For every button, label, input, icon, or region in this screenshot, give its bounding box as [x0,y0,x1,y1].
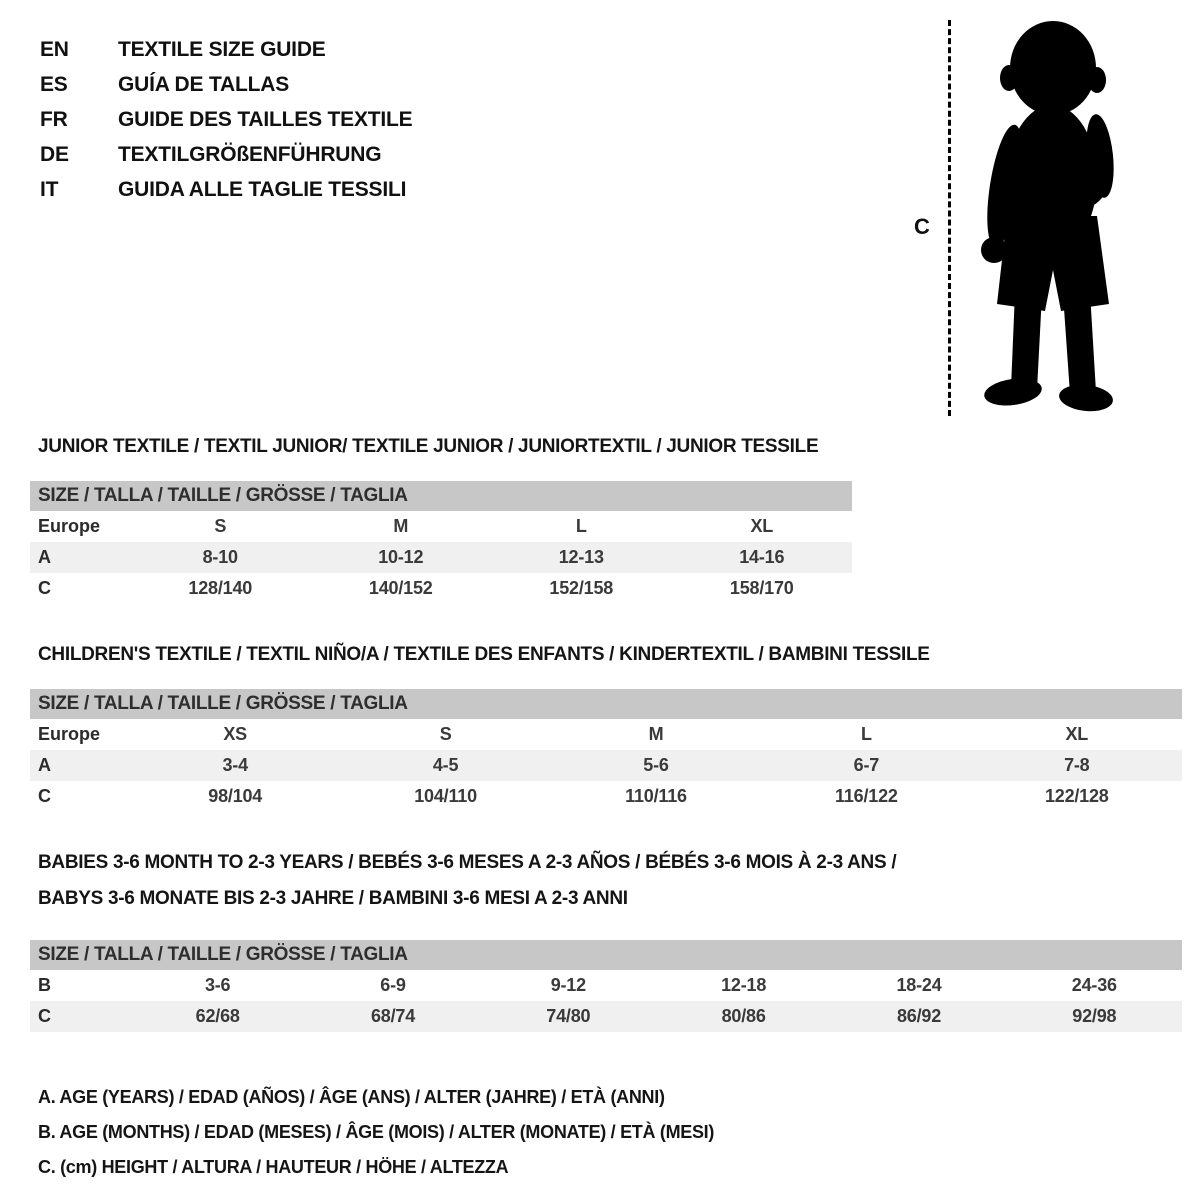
months-cell: 12-18 [721,975,767,995]
row-label: A [38,755,51,775]
size-cell: M [393,516,409,536]
language-row-fr [40,102,412,137]
size-cell: S [214,516,227,536]
language-code: EN [40,38,69,61]
guide-title-de: TEXTILGRÖßENFÜHRUNG [118,143,382,166]
height-cell: 98/104 [208,786,263,806]
babies-size-table-header: SIZE / TALLA / TAILLE / GRÖSSE / TAGLIA [30,940,1182,970]
height-measure-dashed-line [948,20,951,416]
babies-row-months [30,970,1182,1001]
children-row-age [30,750,1182,781]
height-cell: 80/86 [721,1006,766,1026]
size-cell: M [648,724,664,744]
babies-size-table [30,940,1182,1032]
height-cell: 152/158 [549,578,614,598]
height-cell: 158/170 [729,578,794,598]
language-row-en [40,32,412,67]
size-cell: L [860,724,872,744]
babies-row-height [30,1001,1182,1032]
months-cell: 6-9 [380,975,406,995]
age-cell: 5-6 [643,755,669,775]
height-cell: 62/68 [195,1006,240,1026]
top-header-block [0,0,1200,420]
height-cell: 110/116 [625,786,687,806]
babies-section-title [30,845,1200,917]
guide-title-fr: GUIDE DES TAILLES TEXTILE [118,108,413,131]
height-cell: 140/152 [368,578,433,598]
months-cell: 3-6 [204,975,231,995]
guide-title-en: TEXTILE SIZE GUIDE [118,38,326,61]
language-row-de [40,137,412,172]
language-row-es [40,67,412,102]
legend-age-months: B. AGE (MONTHS) / EDAD (MESES) / ÂGE (MOIS) / ALTER (MONATE) / ETÀ (MESI) [38,1122,715,1142]
height-cell: 122/128 [1044,786,1109,806]
junior-row-age [30,542,852,573]
junior-row-height [30,573,852,604]
junior-section-title: JUNIOR TEXTILE / TEXTIL JUNIOR/ TEXTILE JUNIOR / JUNIORTEXTIL / JUNIOR TESSILE [38,436,819,457]
language-code: IT [40,178,59,201]
language-code: ES [40,73,68,96]
age-cell: 7-8 [1064,755,1090,775]
legend-height-cm: C. (cm) HEIGHT / ALTURA / HAUTEUR / HÖHE / ALTEZZA [38,1157,509,1177]
height-cell: 86/92 [896,1006,942,1026]
babies-title-line2: BABYS 3-6 MONATE BIS 2-3 JAHRE / BAMBINI 3-6 MESI A 2-3 ANNI [38,888,628,909]
row-label: B [38,975,51,995]
children-size-table [30,689,1182,812]
age-cell: 8-10 [202,547,238,567]
junior-size-table-header: SIZE / TALLA / TAILLE / GRÖSSE / TAGLIA [30,481,852,511]
age-cell: 14-16 [739,547,785,567]
tables-content [0,436,1200,1185]
height-cell: 104/110 [414,786,477,806]
height-cell: 74/80 [546,1006,591,1026]
children-row-height [30,781,1182,812]
size-cell: XS [223,724,247,744]
height-cell: 68/74 [370,1006,416,1026]
row-label: A [38,547,51,567]
row-label: C [38,1006,51,1026]
age-cell: 3-4 [222,755,248,775]
size-cell: XL [750,516,774,536]
age-cell: 12-13 [558,547,604,567]
language-row-it [40,172,412,207]
junior-row-europe [30,511,852,542]
guide-title-es: GUÍA DE TALLAS [118,73,290,96]
children-section-title: CHILDREN'S TEXTILE / TEXTIL NIÑO/A / TEXTILE DES ENFANTS / KINDERTEXTIL / BAMBINI TESSILE [38,644,930,665]
height-cell: 128/140 [188,578,253,598]
row-label: C [38,578,51,598]
language-title-list [40,32,412,207]
legend-age-years: A. AGE (YEARS) / EDAD (AÑOS) / ÂGE (ANS) / ALTER (JAHRE) / ETÀ (ANNI) [38,1087,665,1107]
children-size-table-header: SIZE / TALLA / TAILLE / GRÖSSE / TAGLIA [30,689,1182,719]
height-cell: 92/98 [1072,1006,1117,1026]
measurement-legend [30,1080,1200,1185]
language-code: DE [40,143,69,166]
row-label: Europe [38,516,101,536]
junior-size-table [30,481,852,604]
row-label: Europe [38,724,101,744]
months-cell: 24-36 [1071,975,1117,995]
months-cell: 18-24 [896,975,942,995]
months-cell: 9-12 [550,975,586,995]
size-cell: S [439,724,452,744]
children-row-europe [30,719,1182,750]
row-label: C [38,786,51,806]
toddler-silhouette-icon [963,14,1139,419]
guide-title-it: GUIDA ALLE TAGLIE TESSILI [118,178,407,201]
age-cell: 4-5 [432,755,459,775]
age-cell: 10-12 [378,547,424,567]
height-measure-label: C [914,214,930,239]
babies-title-line1: BABIES 3-6 MONTH TO 2-3 YEARS / BEBÉS 3-6 MESES A 2-3 AÑOS / BÉBÉS 3-6 MOIS À 2-3 ANS / [38,852,897,873]
language-code: FR [40,108,68,131]
height-cell: 116/122 [835,786,898,806]
size-cell: XL [1065,724,1089,744]
size-cell: L [575,516,587,536]
age-cell: 6-7 [853,755,880,775]
